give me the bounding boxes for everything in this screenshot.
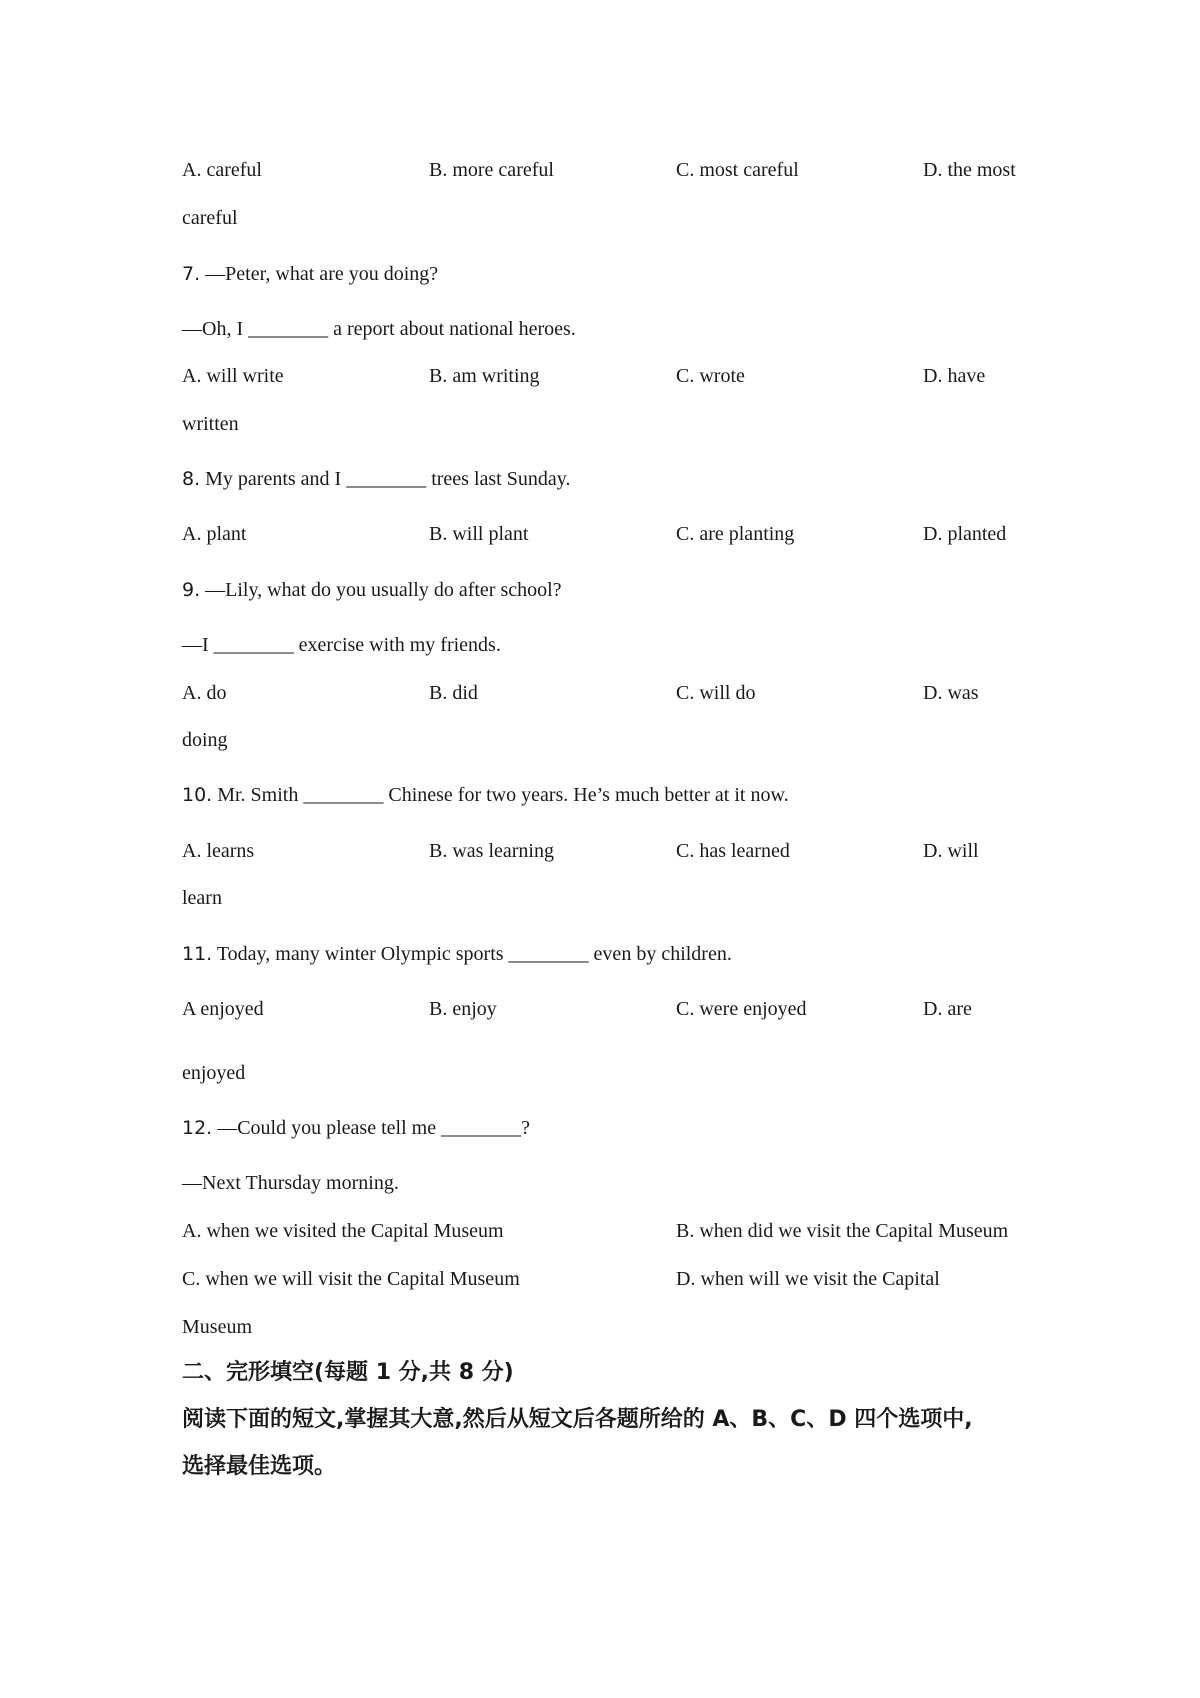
q12-option-a: A. when we visited the Capital Museum	[182, 1220, 504, 1242]
q9-option-d-continued: doing	[182, 729, 228, 751]
q11-option-a: A enjoyed	[182, 998, 264, 1020]
q6-option-c: C. most careful	[676, 159, 799, 181]
q8-number: 8.	[182, 468, 201, 490]
q7-stem: —Peter, what are you doing?	[205, 263, 439, 285]
q6-option-b: B. more careful	[429, 159, 554, 181]
q12-reply: —Next Thursday morning.	[182, 1172, 399, 1194]
q7-reply: —Oh, I ________ a report about national heroes.	[182, 318, 576, 340]
q9-option-d: D. was	[923, 682, 979, 704]
q9-number: 9.	[182, 579, 201, 601]
section-instruction-line1: 阅读下面的短文,掌握其大意,然后从短文后各题所给的 A、B、C、D 四个选项中,	[182, 1407, 973, 1432]
q9-stem: —Lily, what do you usually do after school?	[205, 579, 562, 601]
q8-option-b: B. will plant	[429, 523, 529, 545]
q11-question	[182, 942, 732, 966]
q10-option-a: A. learns	[182, 840, 255, 862]
q7-number: 7.	[182, 263, 201, 285]
q9-question	[182, 578, 562, 602]
q12-option-d-continued: Museum	[182, 1316, 252, 1338]
q7-option-d: D. have	[923, 365, 986, 387]
q6-option-a: A. careful	[182, 159, 262, 181]
q7-option-c: C. wrote	[676, 365, 745, 387]
q10-question	[182, 783, 789, 807]
q8-stem: My parents and I ________ trees last Sunday.	[205, 468, 571, 490]
q8-option-c: C. are planting	[676, 523, 795, 545]
q8-option-d: D. planted	[923, 523, 1007, 545]
q11-option-c: C. were enjoyed	[676, 998, 807, 1020]
q10-stem: Mr. Smith ________ Chinese for two years. He’s much better at it now.	[217, 784, 789, 806]
q11-option-d: D. are	[923, 998, 972, 1020]
section-instruction-line2: 选择最佳选项。	[182, 1454, 337, 1479]
q11-option-b: B. enjoy	[429, 998, 497, 1020]
q8-option-a: A. plant	[182, 523, 247, 545]
q12-option-c: C. when we will visit the Capital Museum	[182, 1268, 520, 1290]
q10-number: 10.	[182, 784, 213, 806]
q10-option-c: C. has learned	[676, 840, 790, 862]
q12-stem: —Could you please tell me ________?	[217, 1117, 530, 1139]
q7-option-d-continued: written	[182, 413, 239, 435]
q7-option-b: B. am writing	[429, 365, 540, 387]
q8-question	[182, 467, 570, 491]
section-heading: 二、完形填空(每题 1 分,共 8 分)	[182, 1360, 514, 1385]
q6-option-d-continued: careful	[182, 207, 238, 229]
q11-number: 11.	[182, 943, 213, 965]
q10-option-b: B. was learning	[429, 840, 554, 862]
q10-option-d-continued: learn	[182, 887, 222, 909]
q12-option-b: B. when did we visit the Capital Museum	[676, 1220, 1009, 1242]
q11-stem: Today, many winter Olympic sports ________ even by children.	[216, 943, 732, 965]
q12-question	[182, 1116, 530, 1140]
q12-option-d: D. when will we visit the Capital	[676, 1268, 940, 1290]
q9-option-b: B. did	[429, 682, 478, 704]
q9-option-a: A. do	[182, 682, 227, 704]
q12-number: 12.	[182, 1117, 213, 1139]
q7-option-a: A. will write	[182, 365, 284, 387]
q11-option-d-continued: enjoyed	[182, 1062, 246, 1084]
q10-option-d: D. will	[923, 840, 979, 862]
q9-option-c: C. will do	[676, 682, 756, 704]
q9-reply: —I ________ exercise with my friends.	[182, 634, 501, 656]
q6-option-d: D. the most	[923, 159, 1016, 181]
q7-question	[182, 262, 438, 286]
